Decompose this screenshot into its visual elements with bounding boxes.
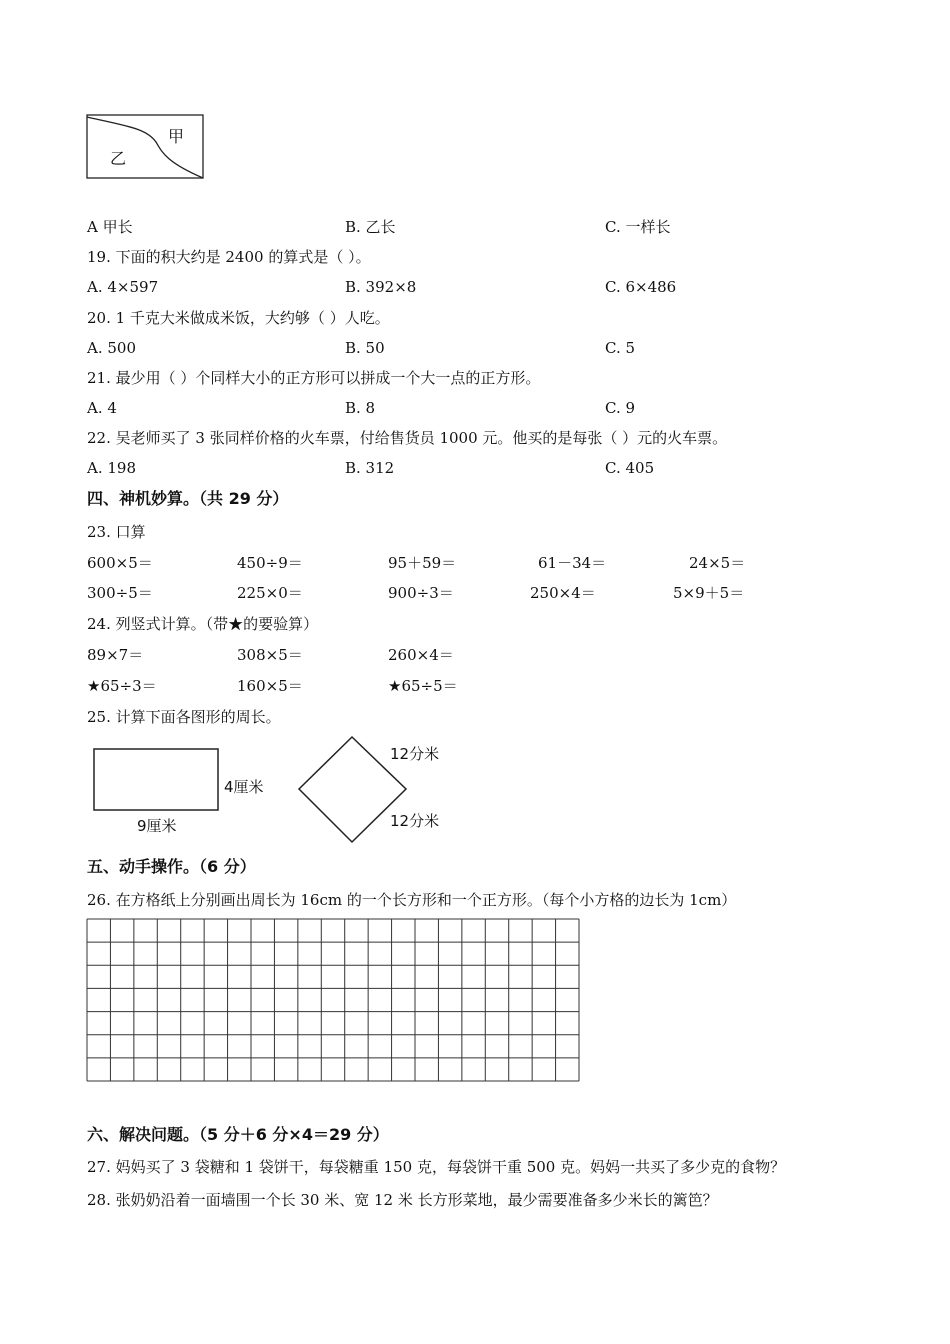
q25-square-top-label: 12分米 <box>390 745 440 763</box>
q18-figure-frame <box>87 115 203 178</box>
q18-option-b: B. 乙长 <box>345 218 396 236</box>
q25-square-bottom-label: 12分米 <box>390 812 440 830</box>
q23-item: 24×5＝ <box>689 554 746 572</box>
q23-item: 450÷9＝ <box>237 554 303 572</box>
q20-option-c: C. 5 <box>605 339 636 357</box>
q20-option-b: B. 50 <box>345 339 385 357</box>
q23-item: 5×9＋5＝ <box>673 584 745 602</box>
q23-item: 95＋59＝ <box>388 554 457 572</box>
q24-item: 308×5＝ <box>237 646 303 664</box>
q22-option-b: B. 312 <box>345 459 395 477</box>
q24-item: ★65÷5＝ <box>388 677 458 695</box>
q20-option-a: A. 500 <box>87 339 136 357</box>
q24-item: ★65÷3＝ <box>87 677 157 695</box>
section-4-title: 四、神机妙算。（共 29 分） <box>87 489 289 508</box>
q21-option-c: C. 9 <box>605 399 636 417</box>
q19-option-b: B. 392×8 <box>345 278 417 296</box>
q19-option-c: C. 6×486 <box>605 278 677 296</box>
q22-text: 22. 吴老师买了 3 张同样价格的火车票，付给售货员 1000 元。他买的是每张（ ）元的火车票。 <box>87 429 728 447</box>
q18-figure-label-yi: 乙 <box>110 149 127 168</box>
q18-figure-label-jia: 甲 <box>168 127 185 146</box>
q23-item: 300÷5＝ <box>87 584 153 602</box>
q25-rectangle-figure <box>93 748 223 812</box>
section-6-title: 六、解决问题。（5 分＋6 分×4＝29 分） <box>87 1125 389 1144</box>
q24-item: 89×7＝ <box>87 646 144 664</box>
q21-option-a: A. 4 <box>87 399 117 417</box>
section-5-title: 五、动手操作。（6 分） <box>87 857 256 876</box>
q26-grid-paper[interactable] <box>86 918 582 1084</box>
q23-item: 250×4＝ <box>530 584 596 602</box>
q23-text: 23. 口算 <box>87 523 146 541</box>
q21-text: 21. 最少用（ ）个同样大小的正方形可以拼成一个大一点的正方形。 <box>87 369 541 387</box>
q25-rect-height-label: 4厘米 <box>224 778 264 796</box>
q23-item: 61－34＝ <box>538 554 607 572</box>
q26-text: 26. 在方格纸上分别画出周长为 16cm 的一个长方形和一个正方形。（每个小方格的边长为 1cm） <box>87 891 737 909</box>
q19-text: 19. 下面的积大约是 2400 的算式是（ ）。 <box>87 248 371 266</box>
q24-text: 24. 列竖式计算。（带★的要验算） <box>87 615 319 633</box>
q28-text: 28. 张奶奶沿着一面墙围一个长 30 米、宽 12 米 长方形菜地，最少需要准备多少米长的篱笆？ <box>87 1191 718 1209</box>
q18-figure-dividing-curve <box>87 117 203 178</box>
q25-text: 25. 计算下面各图形的周长。 <box>87 708 281 726</box>
q25-rect-width-label: 9厘米 <box>137 817 177 835</box>
q20-text: 20. 1 千克大米做成米饭，大约够（ ）人吃。 <box>87 309 390 327</box>
q24-item: 160×5＝ <box>237 677 303 695</box>
q22-option-c: C. 405 <box>605 459 655 477</box>
q21-option-b: B. 8 <box>345 399 376 417</box>
q18-figure <box>86 114 206 180</box>
q23-item: 900÷3＝ <box>388 584 454 602</box>
q27-text: 27. 妈妈买了 3 袋糖和 1 袋饼干，每袋糖重 150 克，每袋饼干重 500 克。妈妈一共买了多少克的食物？ <box>87 1158 786 1176</box>
q18-option-a: A 甲长 <box>87 218 133 236</box>
q23-item: 600×5＝ <box>87 554 153 572</box>
q22-option-a: A. 198 <box>87 459 136 477</box>
q25-rectangle <box>94 749 218 810</box>
q23-item: 225×0＝ <box>237 584 303 602</box>
q24-item: 260×4＝ <box>388 646 454 664</box>
q18-option-c: C. 一样长 <box>605 218 671 236</box>
q19-option-a: A. 4×597 <box>87 278 159 296</box>
